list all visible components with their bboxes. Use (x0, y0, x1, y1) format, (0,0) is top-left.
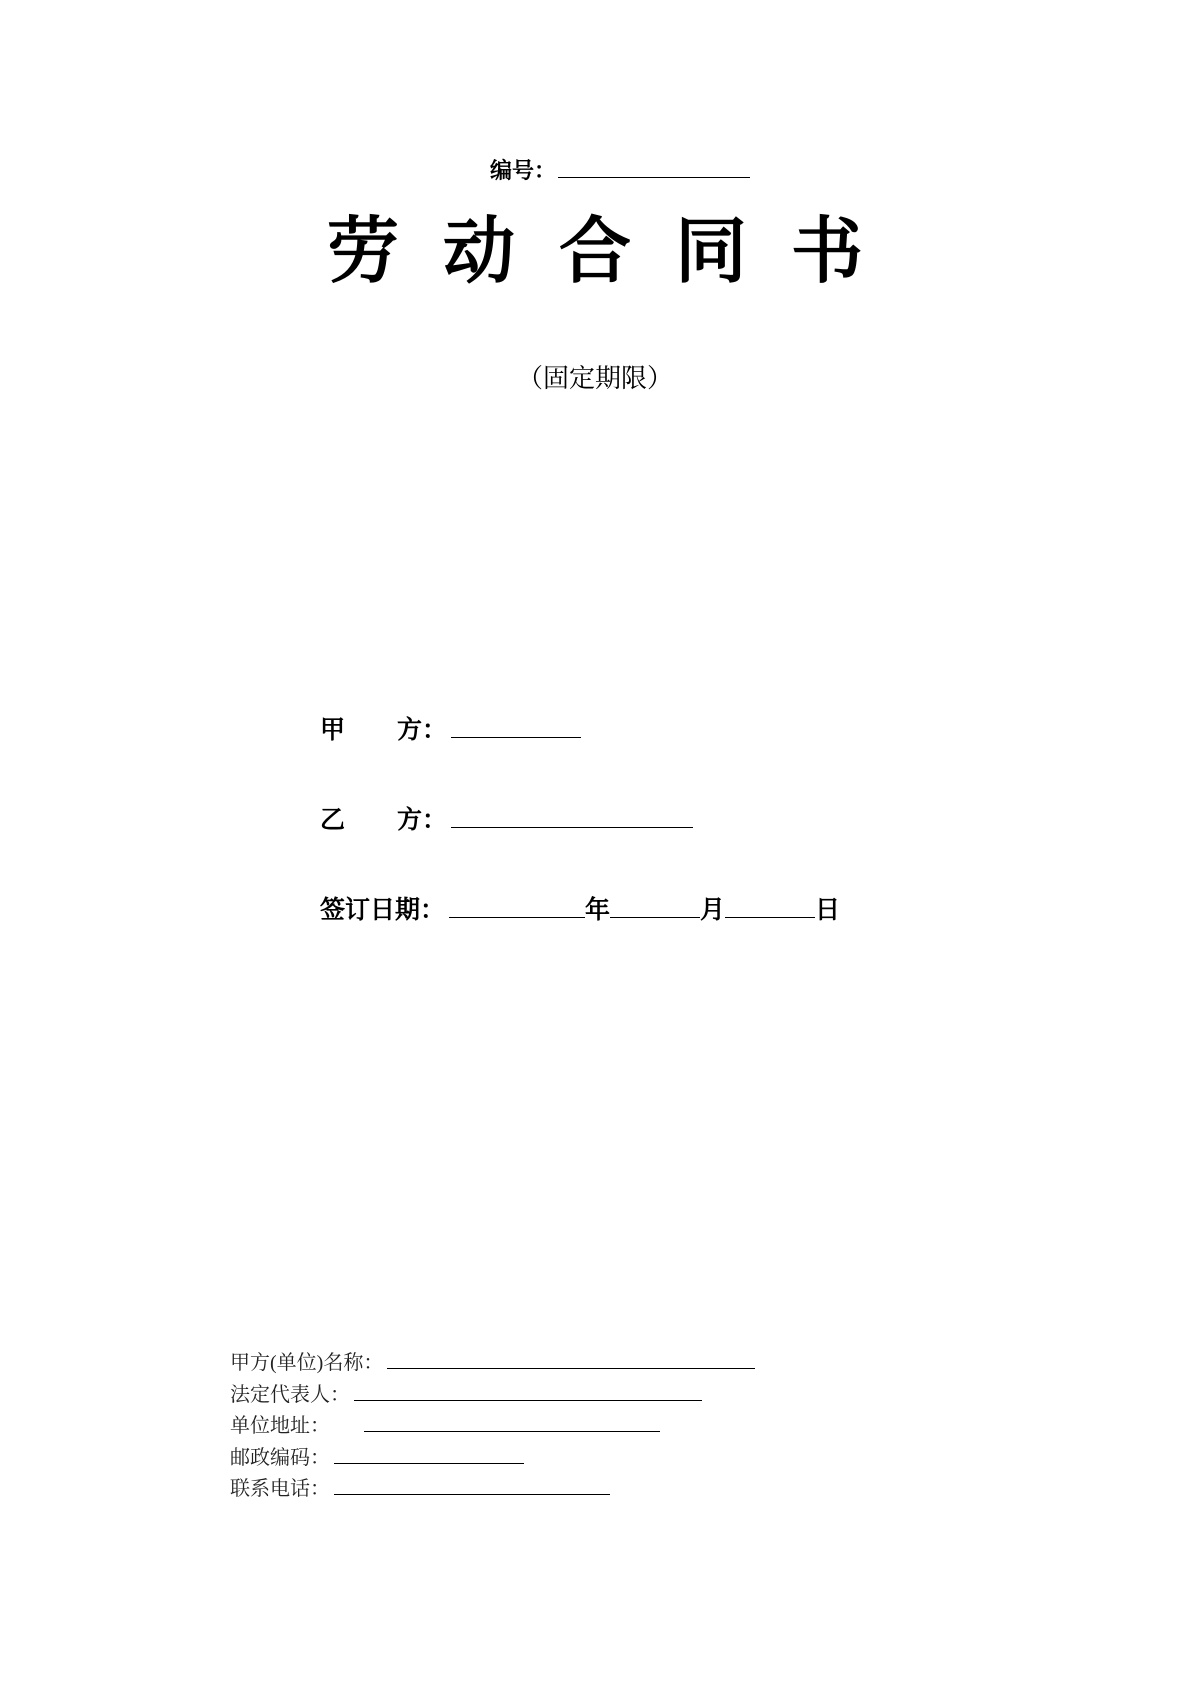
company-name-label: 甲方(单位)名称： (230, 1352, 384, 1374)
phone-row (230, 1474, 755, 1506)
sign-date-line (320, 890, 840, 926)
party-b-label-1: 乙 (320, 805, 346, 834)
party-b-line (320, 800, 693, 836)
party-b-field[interactable] (451, 826, 693, 828)
employer-info-block (230, 1348, 755, 1506)
phone-field[interactable] (334, 1493, 610, 1495)
serial-number-line (490, 154, 750, 185)
sign-month-field[interactable] (610, 916, 700, 918)
sign-year-field[interactable] (449, 916, 585, 918)
sign-month-label: 月 (700, 895, 726, 924)
company-name-row (230, 1348, 755, 1380)
serial-number-label: 编号： (490, 159, 557, 184)
party-a-field[interactable] (451, 736, 581, 738)
postcode-row (230, 1443, 755, 1475)
postcode-field[interactable] (334, 1462, 524, 1464)
sign-year-label: 年 (585, 895, 611, 924)
postcode-label: 邮政编码： (230, 1446, 330, 1469)
document-title: 劳动合同书 (326, 209, 907, 293)
address-label: 单位地址： (230, 1415, 330, 1437)
address-row (230, 1411, 755, 1443)
phone-label: 联系电话： (230, 1478, 330, 1500)
legal-rep-label: 法定代表人： (230, 1383, 350, 1406)
party-a-label-2: 方： (397, 715, 448, 744)
document-subtitle: （固定期限） (516, 364, 673, 394)
sign-day-field[interactable] (725, 916, 815, 918)
legal-rep-field[interactable] (354, 1399, 702, 1401)
address-field[interactable] (364, 1430, 660, 1432)
sign-date-label: 签订日期： (320, 895, 446, 924)
serial-number-field[interactable] (558, 176, 750, 178)
party-a-line (320, 710, 581, 746)
company-name-field[interactable] (387, 1367, 755, 1369)
legal-rep-row (230, 1380, 755, 1412)
sign-day-label: 日 (815, 895, 841, 924)
party-b-label-2: 方： (397, 805, 448, 834)
party-a-label-1: 甲 (320, 715, 346, 744)
